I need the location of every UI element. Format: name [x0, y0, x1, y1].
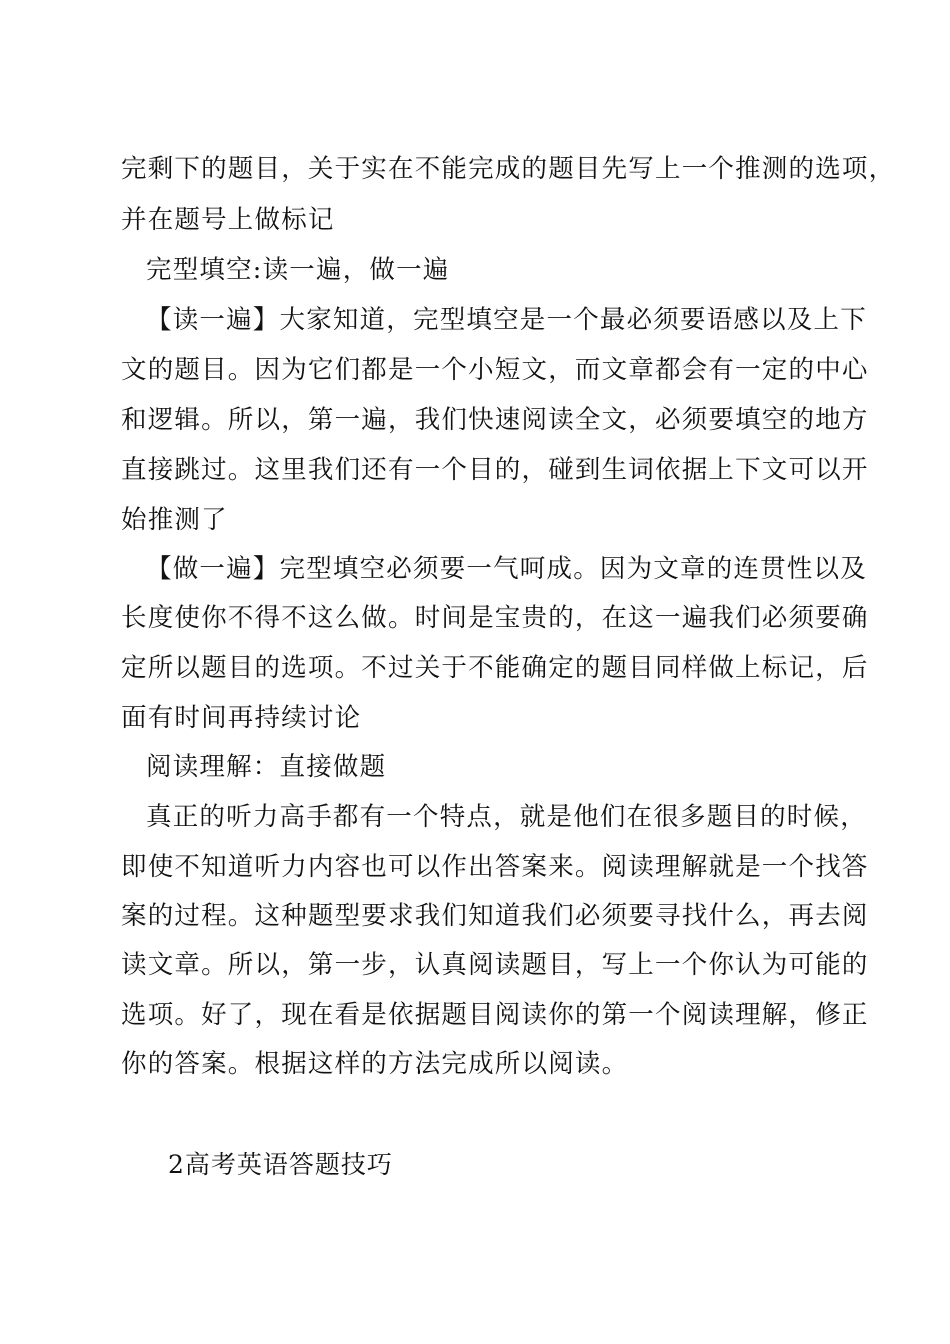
- body-text-line: 即使不知道听力内容也可以作出答案来。阅读理解就是一个找答: [121, 852, 869, 882]
- body-text-line: 定所以题目的选项。不过关于不能确定的题目同样做上标记，后: [121, 653, 869, 683]
- body-text-line: 文的题目。因为它们都是一个小短文，而文章都会有一定的中心: [121, 355, 869, 385]
- body-text-line: 始推测了: [121, 505, 228, 535]
- body-text-line: 【读一遍】大家知道，完型填空是一个最必须要语感以及上下: [146, 305, 867, 335]
- subheading-cloze: 完型填空:读一遍，做一遍: [146, 255, 450, 285]
- body-text-line: 你的答案。根据这样的方法完成所以阅读。: [121, 1049, 629, 1079]
- section-heading: 2高考英语答题技巧: [168, 1150, 393, 1179]
- body-text-line: 和逻辑。所以，第一遍，我们快速阅读全文，必须要填空的地方: [121, 405, 869, 435]
- body-text-line: 面有时间再持续讨论: [121, 703, 362, 733]
- body-text-line: 真正的听力高手都有一个特点，就是他们在很多题目的时候，: [146, 802, 867, 832]
- subheading-reading: 阅读理解：直接做题: [146, 752, 387, 782]
- body-text-line: 选项。好了，现在看是依据题目阅读你的第一个阅读理解，修正: [121, 1000, 869, 1030]
- body-text-line: 读文章。所以，第一步，认真阅读题目，写上一个你认为可能的: [121, 950, 869, 980]
- body-text-line: 完剩下的题目，关于实在不能完成的题目先写上一个推测的选项，: [121, 154, 896, 184]
- body-text-line: 直接跳过。这里我们还有一个目的，碰到生词依据上下文可以开: [121, 455, 869, 485]
- body-text-line: 长度使你不得不这么做。时间是宝贵的，在这一遍我们必须要确: [121, 603, 869, 633]
- body-text-line: 案的过程。这种题型要求我们知道我们必须要寻找什么，再去阅: [121, 901, 869, 931]
- body-text-line: 并在题号上做标记: [121, 205, 335, 235]
- body-text-line: 【做一遍】完型填空必须要一气呵成。因为文章的连贯性以及: [146, 554, 867, 584]
